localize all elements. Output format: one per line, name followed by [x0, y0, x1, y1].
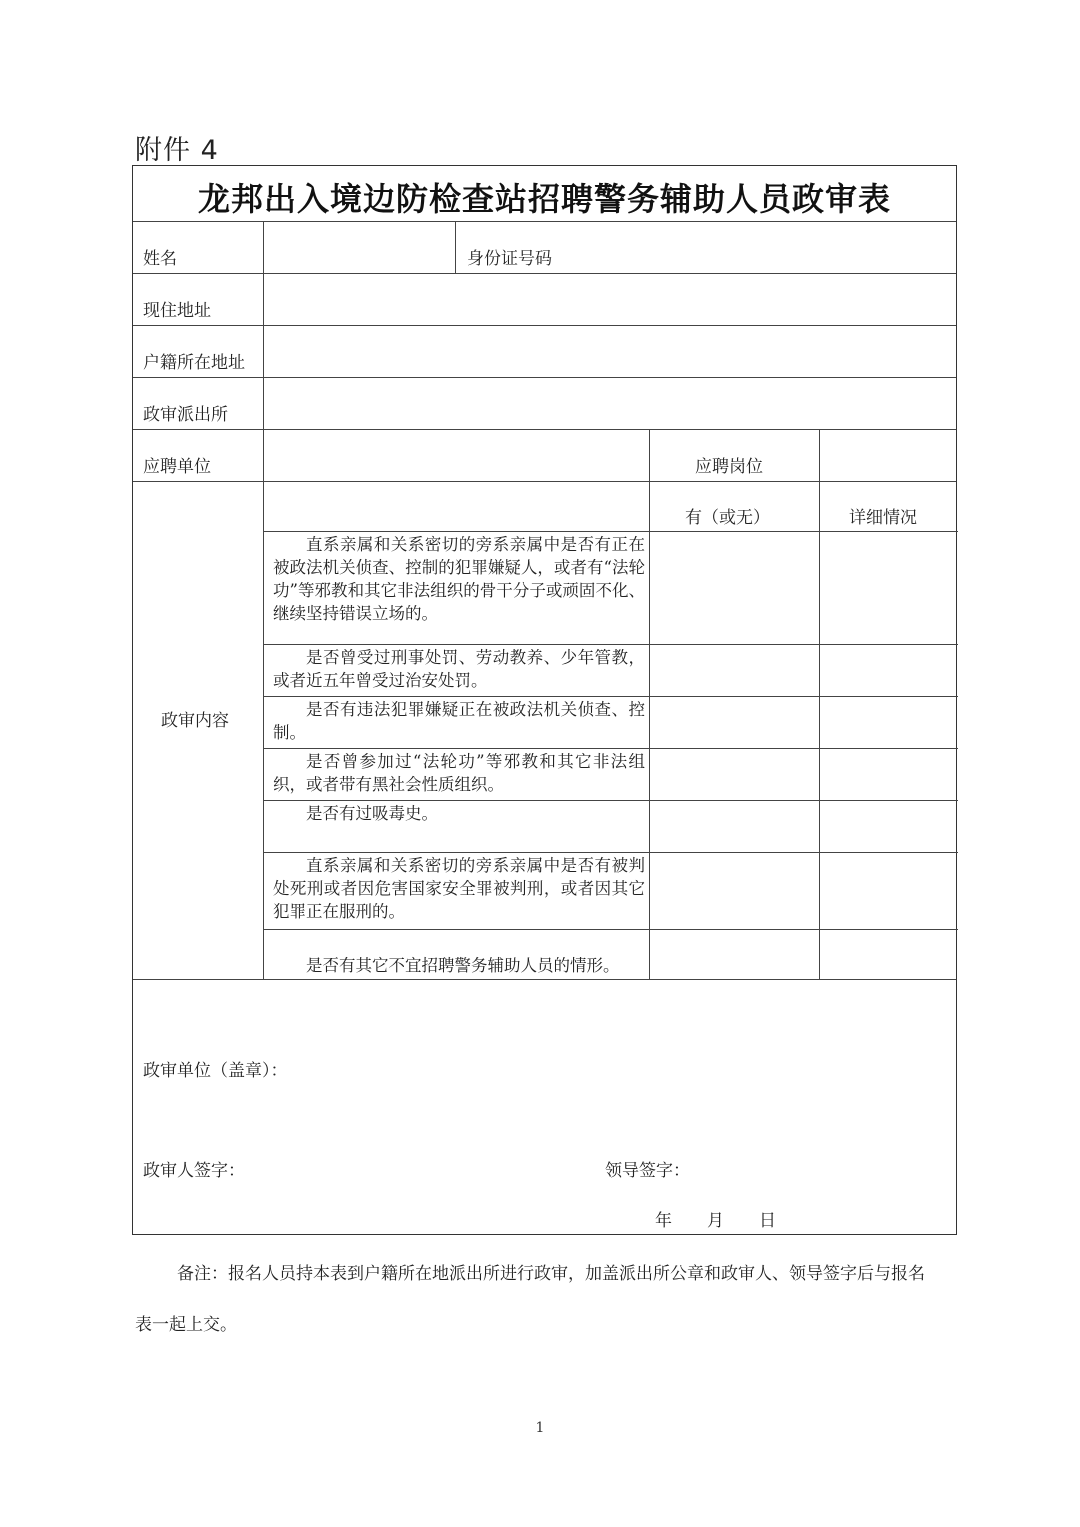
- col-divider: [263, 221, 264, 979]
- row-divider: [133, 429, 956, 430]
- household-address-label: 户籍所在地址: [143, 353, 245, 373]
- review-item: 是否有过吸毒史。: [306, 804, 438, 823]
- row-divider: [133, 481, 956, 482]
- row-divider: [263, 800, 958, 801]
- col-divider: [649, 429, 650, 979]
- name-label: 姓名: [143, 249, 177, 269]
- applied-unit-label: 应聘单位: [143, 457, 211, 477]
- col-divider: [455, 221, 456, 273]
- form-title: 龙邦出入境边防检查站招聘警务辅助人员政审表: [197, 180, 891, 218]
- police-station-label: 政审派出所: [143, 405, 228, 425]
- review-item: 是否曾受过刑事处罚、劳动教养、少年管教，或者近五年曾受过治安处罚。: [273, 648, 645, 690]
- row-divider: [263, 644, 958, 645]
- review-form-table: [132, 165, 957, 1235]
- row-divider: [263, 748, 958, 749]
- current-address-label: 现住地址: [143, 301, 211, 321]
- reviewer-signature-label: 政审人签字：: [143, 1161, 245, 1181]
- date-month-label: 月: [707, 1211, 724, 1231]
- row-divider: [263, 852, 958, 853]
- review-item: 直系亲属和关系密切的旁系亲属中是否有被判处死刑或者因危害国家安全罪被判刑，或者因其它犯罪正在服刑的。: [273, 856, 645, 921]
- details-column-header: 详细情况: [849, 508, 917, 528]
- page-number: 1: [535, 1420, 545, 1436]
- row-divider: [263, 696, 958, 697]
- leader-signature-label: 领导签字：: [605, 1161, 690, 1181]
- row-divider: [133, 979, 956, 980]
- review-section-label: 政审内容: [161, 711, 229, 731]
- row-divider: [133, 325, 956, 326]
- row-divider: [263, 531, 958, 532]
- col-divider: [819, 429, 820, 979]
- applied-position-label: 应聘岗位: [695, 457, 763, 477]
- yes-no-column-header: 有（或无）: [685, 508, 770, 528]
- review-unit-stamp-label: 政审单位（盖章）：: [143, 1061, 288, 1081]
- remark-line-2: 表一起上交。: [135, 1315, 237, 1335]
- attachment-label: 附件 4: [135, 135, 219, 166]
- review-item: 直系亲属和关系密切的旁系亲属中是否有正在被政法机关侦查、控制的犯罪嫌疑人，或者有“法轮功”等邪教和其它非法组织的骨干分子或顽固不化、继续坚持错误立场的。: [273, 535, 645, 623]
- date-day-label: 日: [759, 1211, 776, 1231]
- row-divider: [133, 273, 956, 274]
- date-year-label: 年: [655, 1211, 672, 1231]
- row-divider: [133, 221, 956, 222]
- remark-line-1: 备注：报名人员持本表到户籍所在地派出所进行政审，加盖派出所公章和政审人、领导签字后与报名: [177, 1264, 925, 1284]
- review-item: 是否有其它不宜招聘警务辅助人员的情形。: [306, 956, 620, 975]
- review-item: 是否有违法犯罪嫌疑正在被政法机关侦查、控制。: [273, 700, 645, 742]
- id-number-label: 身份证号码: [467, 249, 552, 269]
- review-item: 是否曾参加过“法轮功”等邪教和其它非法组织，或者带有黑社会性质组织。: [273, 752, 645, 794]
- row-divider: [133, 377, 956, 378]
- row-divider: [263, 929, 958, 930]
